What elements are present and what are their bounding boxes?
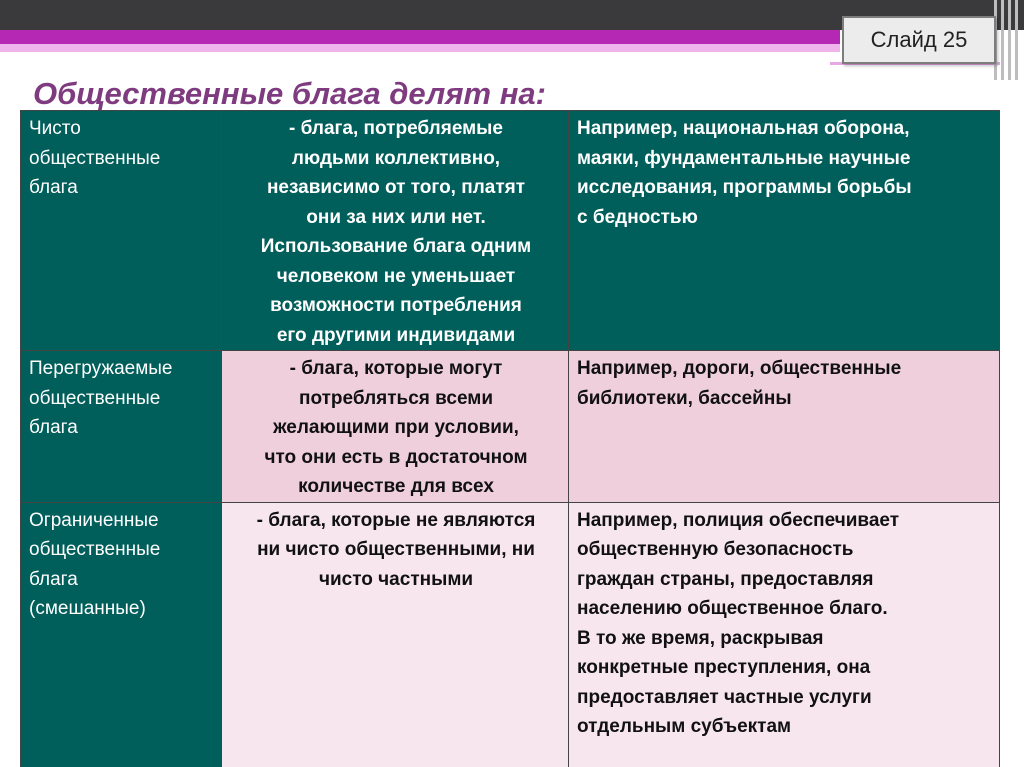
- header-pink-bar: [0, 44, 840, 52]
- example-cell: Например, полиция обеспечивает общественную безопасность граждан страны, предоставляя населению общественное благо. В то же время, раскрывая конкретные преступления, она предоставляет частные услуги отдельным субъектам: [569, 502, 1000, 767]
- example-cell: Например, дороги, общественные библиотеки, бассейны: [569, 351, 1000, 503]
- table-row: [21, 502, 1000, 767]
- public-goods-table: [20, 110, 1000, 767]
- header-magenta-bar: [0, 30, 840, 44]
- slide-number-badge: Слайд 25: [842, 16, 996, 64]
- table-row: [21, 111, 1000, 351]
- category-cell: Перегружаемые общественные блага: [21, 351, 222, 503]
- definition-cell: - блага, потребляемые людьми коллективно, независимо от того, платят они за них или нет. Использование блага одним человеком не уменьшает возможности потребления его другими индивидами: [222, 111, 569, 351]
- slide-title: Общественные блага делят на:: [33, 76, 546, 111]
- definition-cell: - блага, которые не являются ни чисто общественными, ни чисто частными: [222, 502, 569, 767]
- definition-cell: - блага, которые могут потребляться всеми желающими при условии, что они есть в достаточном количестве для всех: [222, 351, 569, 503]
- category-cell: Чисто общественные блага: [21, 111, 222, 351]
- table-row: [21, 351, 1000, 503]
- category-cell: Ограниченные общественные блага (смешанные): [21, 502, 222, 767]
- example-cell: Например, национальная оборона, маяки, фундаментальные научные исследования, программы борьбы с бедностью: [569, 111, 1000, 351]
